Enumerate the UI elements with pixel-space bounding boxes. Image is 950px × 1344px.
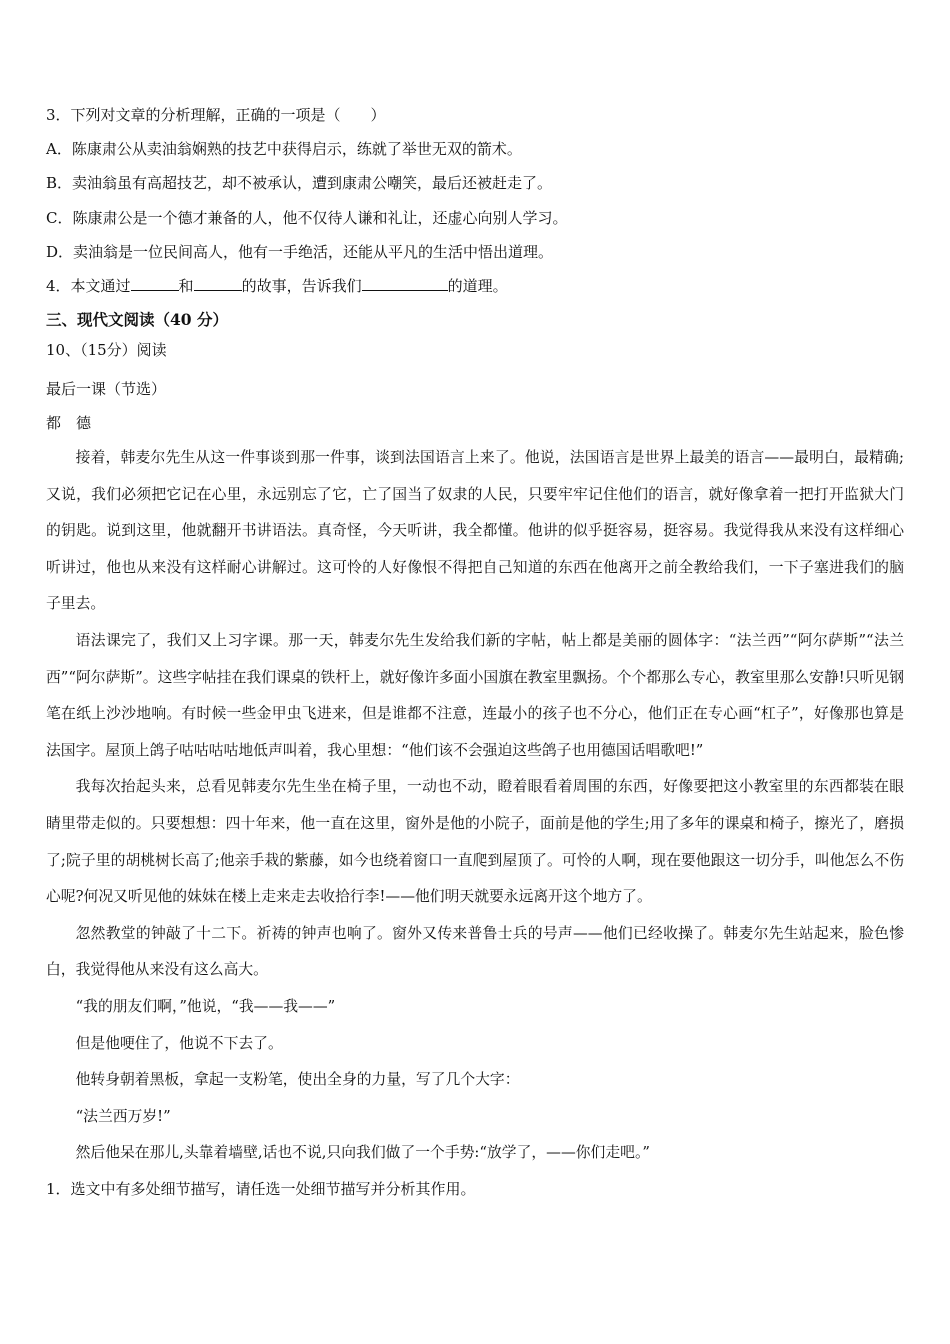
- article-paragraph: “法兰西万岁!”: [75, 1107, 171, 1125]
- question-3-stem: 3．下列对文章的分析理解，正确的一项是（ ）: [46, 106, 386, 124]
- question-3-option-a: A．陈康肃公从卖油翁娴熟的技艺中获得启示，练就了举世无双的箭术。: [46, 140, 522, 159]
- article-paragraph: 我每次抬起头来，总看见韩麦尔先生坐在椅子里，一动也不动，瞪着眼看着周围的东西，好像要把这小教室里的东西都装在眼睛里带走似的。只要想想：四十年来，他一直在这里，窗外是他的小院子，面前是他的学生;用了多年的课桌和椅子，擦光了，磨损了;院子里的胡桃树长高了;他亲手栽的紫藤，如今也绕着窗口一直爬到屋顶了。可怜的人啊，现在要他跟这一切分手，叫他怎么不伤心呢?何况又听见他的妹妹在楼上走来走去收拾行李!——他们明天就要永远离开这个地方了。: [46, 778, 904, 906]
- question-3-option-c: C．陈康肃公是一个德才兼备的人，他不仅待人谦和礼让，还虚心向别人学习。: [46, 208, 568, 227]
- article-paragraph: 忽然教堂的钟敲了十二下。祈祷的钟声也响了。窗外又传来普鲁士兵的号声——他们已经收操了。韩麦尔先生站起来，脸色惨白，我觉得他从来没有这么高大。: [46, 924, 904, 979]
- article-author: 都 德: [46, 413, 92, 432]
- question-4-text-1: 4．本文通过: [46, 277, 131, 296]
- question-4-text-2: 和: [178, 277, 194, 296]
- article-paragraph: 接着，韩麦尔先生从这一件事谈到那一件事，谈到法国语言上来了。他说，法国语言是世界上最美的语言——最明白，最精确;又说，我们必须把它记在心里，永远别忘了它，亡了国当了奴隶的人民，只要牢牢记住他们的语言，就好像拿着一把打开监狱大门的钥匙。说到这里，他就翻开书讲语法。真奇怪，今天听讲，我全都懂。他讲的似乎挺容易，挺容易。我觉得我从来没有这样细心听讲过，他也从来没有这样耐心讲解过。这可怜的人好像恨不得把自己知道的东西在他离开之前全教给我们，一下子塞进我们的脑子里去。: [46, 449, 904, 613]
- article-title: 最后一课（节选）: [46, 379, 167, 398]
- article-paragraph: “我的朋友们啊，”他说，“我——我——”: [75, 997, 336, 1015]
- question-4: [46, 269, 904, 303]
- section-title: 三、现代文阅读（40 分）: [46, 310, 228, 330]
- article-paragraph: 然后他呆在那儿,头靠着墙壁,话也不说,只向我们做了一个手势:“放学了，——你们走吧。”: [75, 1144, 650, 1162]
- question-1: 1．选文中有多处细节描写，请任选一处细节描写并分析其作用。: [46, 1179, 476, 1198]
- answer-blank-1[interactable]: [131, 275, 179, 291]
- article-paragraph: 语法课完了，我们又上习字课。那一天，韩麦尔先生发给我们新的字帖，帖上都是美丽的圆体字：“法兰西”“阿尔萨斯”“法兰西”“阿尔萨斯”。这些字帖挂在我们课桌的铁杆上，就好像许多面小国旗在教室里飘扬。个个都那么专心，教室里那么安静!只听见钢笔在纸上沙沙地响。有时候一些金甲虫飞进来，但是谁都不注意，连最小的孩子也不分心，他们正在专心画“杠子”，好像那也算是法国字。屋顶上鸽子咕咕咕咕地低声叫着，我心里想：“他们该不会强迫这些鸽子也用德国话唱歌吧!”: [46, 632, 904, 759]
- article-paragraph: 但是他哽住了，他说不下去了。: [75, 1034, 283, 1052]
- article-paragraph: 他转身朝着黑板，拿起一支粉笔，使出全身的力量，写了几个大字：: [75, 1071, 520, 1089]
- question-3-option-b: B．卖油翁虽有高超技艺，却不被承认，遭到康肃公嘲笑，最后还被赶走了。: [46, 174, 553, 193]
- question-3-option-d: D．卖油翁是一位民间高人，他有一手绝活，还能从平凡的生活中悟出道理。: [46, 242, 554, 261]
- section-subtitle: 10、（15分）阅读: [46, 341, 167, 360]
- question-4-text-4: 的道理。: [447, 277, 508, 296]
- answer-blank-3[interactable]: [362, 275, 448, 291]
- answer-blank-2[interactable]: [194, 275, 242, 291]
- question-4-text-3: 的故事，告诉我们: [241, 277, 362, 296]
